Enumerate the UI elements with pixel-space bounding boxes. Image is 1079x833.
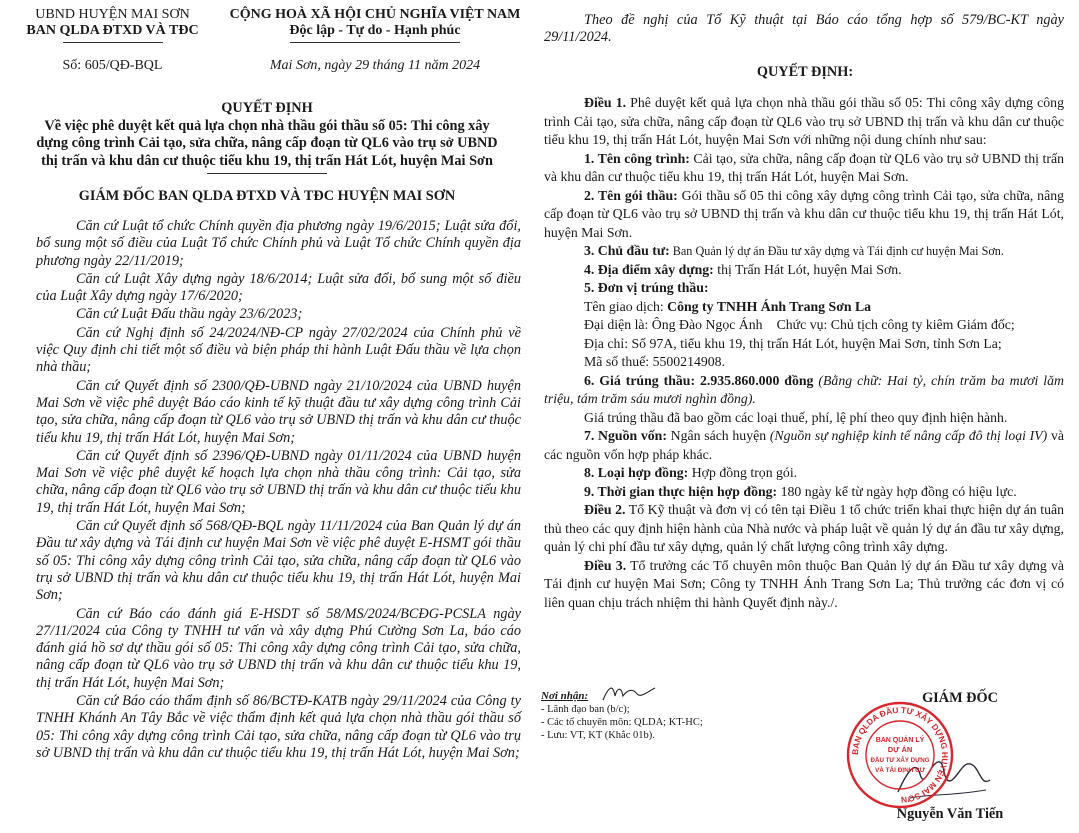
right-page [540, 0, 1070, 833]
legal-basis: Căn cứ Báo cáo đánh giá E-HSDT số 58/MS/2024/BCĐG-PCSLA ngày 27/11/2024 của Công ty TNHH tư vấn và xây dựng Phú Cường Sơn La, báo cáo đánh giá hồ sơ dự thầu gói số 05: Thi công xây dựng công trình Cải tạo, sửa chữa, nâng cấp đoạn từ QL6 vào trụ sở UBND thị trấn và khu dân cư thuộc tiểu khu 19, thị trấn Hát Lót, huyện Mai Sơn; [36, 605, 521, 691]
article-text: Tổ Kỹ thuật và đơn vị có tên tại Điều 1 tổ chức triển khai thực hiện dự án tuân thủ theo các quy định hiện hành của Nhà nước và pháp luật về quản lý dự án đầu tư xây dựng, quản lý chi phí đầu tư xây dựng, quản lý chất lượng công trình xây dựng. [544, 502, 1064, 554]
item-label: 5. Đơn vị trúng thầu: [584, 280, 709, 295]
legal-basis: Căn cứ Báo cáo thẩm định số 86/BCTĐ-KATB ngày 29/11/2024 của Công ty TNHH Khánh An Tây Bắc về việc thẩm định kết quả lựa chọn nhà thầu gói thầu số 05: Thi công xây dựng công trình Cải tạo, sửa chữa, nâng cấp đoạn từ QL6 vào trụ sở UBND thị trấn và khu dân cư thuộc tiểu khu 19, thị trấn Hát Lót, huyện Mai Sơn; [36, 693, 521, 761]
position: Chức vụ: Chủ tịch công ty kiêm Giám đốc; [776, 317, 1015, 332]
decision-heading: QUYẾT ĐỊNH: [756, 64, 854, 80]
item-label: 7. Nguồn vốn: [584, 428, 667, 443]
legal-basis: Căn cứ Quyết định số 2300/QĐ-UBND ngày 21/10/2024 của UBND huyện Mai Sơn về việc phê duyệt Báo cáo kinh tế kỹ thuật đầu tư xây dựng công trình Cải tạo, sửa chữa, nâng cấp đoạn từ QL6 vào trụ sở UBND thị trấn và khu dân cư thuộc tiểu khu 19, thị trấn Hát Lót, huyện Mai Sơn; [36, 377, 521, 446]
legal-basis: Căn cứ Luật Xây dựng ngày 18/6/2014; Luật sửa đổi, bổ sung một số điều của Luật Xây dựng ngày 17/6/2020; [36, 270, 521, 305]
divider [63, 42, 163, 43]
seal-center-line: BAN QUẢN LÝ [875, 737, 925, 744]
signer-title: GIÁM ĐỐC [922, 690, 998, 706]
item-contract-type [544, 464, 1064, 483]
item-label: 8. Loại hợp đồng: [584, 465, 689, 480]
national-motto [215, 7, 535, 43]
seal-outer-ring [848, 703, 952, 807]
item-location [544, 261, 1064, 280]
place-date: Mai Sơn, ngày 29 tháng 11 năm 2024 [269, 58, 481, 73]
divider [290, 42, 460, 43]
doc-subject-line: dựng công trình Cải tạo, sửa chữa, nâng cấp đoạn từ QL6 vào trụ sở UBND [36, 135, 498, 151]
item-label: 2. Tên gói thầu: [584, 187, 678, 203]
item-package-name [544, 187, 1064, 243]
bidder-address: Địa chỉ: Số 97A, tiểu khu 19, thị trấn Hát Lót, huyện Mai Sơn, tỉnh Sơn La; [584, 335, 1002, 351]
document-number: Số: 605/QĐ-BQL [62, 58, 163, 73]
doc-subject-line: Về việc phê duyệt kết quả lựa chọn nhà thầu gói thầu số 05: Thi công xây [44, 117, 490, 134]
recipient-item: - Lãnh đạo ban (b/c); [541, 704, 630, 715]
divider [207, 173, 327, 174]
price-in-words: (Bằng chữ: Hai tỷ, chín trăm ba mươi lăm triệu, tám trăm sáu mươi nghìn đồng). [544, 372, 1064, 406]
nation-name: CỘNG HOÀ XÃ HỘI CHỦ NGHĨA VIỆT NAM [229, 7, 521, 22]
article-1 [544, 94, 1064, 150]
recipients [541, 690, 781, 742]
item-winning-bidder [544, 279, 1064, 298]
item-text: Cải tạo, sửa chữa, nâng cấp đoạn từ QL6 vào trụ sở UBND thị trấn và khu dân cư thuộc tiểu khu 19, thị trấn Hát Lót, huyện Mai Sơn. [544, 150, 1064, 184]
item-contract-duration [544, 483, 1064, 502]
initials-scribble-icon [599, 682, 659, 704]
legal-basis: Căn cứ Quyết định số 568/QĐ-BQL ngày 11/11/2024 của Ban Quản lý dự án Đầu tư xây dựng và Tái định cư huyện Mai Sơn về việc phê duyệt E-HSMT gói thầu số 05: Thi công xây dựng công trình Cải tạo, sửa chữa, nâng cấp đoạn từ QL6 vào trụ sở UBND thị trấn và khu dân cư thuộc tiểu khu 19, thị trấn Hát Lót, huyện Mai Sơn; [36, 518, 521, 604]
item-label: 9. Thời gian thực hiện hợp đồng: [584, 483, 778, 499]
price-note: Giá trúng thầu đã bao gồm các loại thuế, phí, lệ phí theo quy định hiện hành. [584, 409, 1008, 425]
trade-name: Công ty TNHH Ánh Trang Sơn La [667, 298, 872, 314]
item-investor [544, 242, 1064, 261]
article-label: Điều 1. [584, 95, 627, 110]
article-text: Tổ trưởng các Tổ chuyên môn thuộc Ban Quản lý dự án Đầu tư xây dựng và Tái định cư huyện Mai Sơn; Công ty TNHH Ánh Trang Sơn La; Thủ trưởng các đơn vị có liên quan chịu trách nhiệm thi hành Quyết định này./. [544, 557, 1064, 610]
legal-basis: Căn cứ Nghị định số 24/2024/NĐ-CP ngày 27/02/2024 của Chính phủ về việc Quy định chi tiết một số điều và biện pháp thi hành Luật Đấu thầu về lựa chọn nhà thầu; [36, 324, 521, 376]
seal-outer-text: BAN QLDA ĐẦU TƯ XÂY DỰNG HUYỆN MAI SƠN [849, 704, 951, 806]
item-text: Gói thầu số 05 thi công xây dựng công trình Cải tạo, sửa chữa, nâng cấp đoạn từ QL6 vào trụ sở UBND thị trấn và khu dân cư thuộc tiểu khu 19, thị trấn Hát Lót, huyện Mai Sơn. [544, 187, 1065, 240]
issuing-agency [10, 7, 215, 43]
recipient-item: - Các tổ chuyên môn: QLDA; KT-HC; [541, 717, 703, 728]
item-label: 4. Địa điểm xây dựng: [584, 261, 714, 277]
bidder-representative [544, 316, 1064, 335]
proposal-basis: Theo đề nghị của Tổ Kỹ thuật tại Báo cáo tổng hợp số 579/BC-KT ngày 29/11/2024. [544, 12, 1064, 46]
legal-basis: Căn cứ Quyết định số 2396/QĐ-UBND ngày 01/11/2024 của UBND huyện Mai Sơn về việc phê duyệt kế hoạch lựa chọn nhà thầu công trình: Cải tạo, sửa chữa, nâng cấp đoạn từ QL6 vào trụ sở UBND thị trấn và khu dân cư thuộc tiểu khu 19, thị trấn Hát Lót, huyện Mai Sơn; [36, 447, 521, 516]
item-text: thị Trấn Hát Lót, huyện Mai Sơn. [713, 261, 902, 277]
recipients-label: Nơi nhận: [541, 690, 589, 702]
bidder-trade-name [544, 298, 1064, 317]
seal-center-line: VÀ TÁI ĐỊNH CƯ [874, 767, 926, 774]
item-text: và các nguồn vốn hợp pháp khác. [544, 428, 1064, 462]
agency-parent: UBND HUYỆN MAI SƠN [35, 7, 190, 22]
seal-inner-ring [866, 721, 934, 789]
item-label: 1. Tên công trình: [584, 150, 690, 166]
item-winning-price [544, 372, 1064, 409]
decision-body [544, 94, 1064, 612]
issuing-authority: GIÁM ĐỐC BAN QLDA ĐTXD VÀ TĐC HUYỆN MAI SƠN [78, 188, 456, 204]
article-text: Phê duyệt kết quả lựa chọn nhà thầu gói thầu số 05: Thi công xây dựng công trình Cải tạo, sửa chữa, nâng cấp đoạn từ QL6 vào trụ sở UBND thị trấn và khu dân cư thuộc tiểu khu 19, thị trấn Hát Lót, huyện Mai Sơn với những nội dung chính như sau: [544, 95, 1064, 147]
agency-name: BAN QLDA ĐTXD VÀ TĐC [26, 23, 199, 38]
item-funding-source [544, 427, 1064, 464]
item-text: (Nguồn sự nghiệp kinh tế nâng cấp đô thị loại IV) [766, 428, 1048, 443]
item-label: 6. Giá trúng thầu: 2.935.860.000 đồng [584, 372, 814, 388]
left-page [0, 0, 534, 833]
legal-basis: Căn cứ Luật tổ chức Chính quyền địa phương ngày 19/6/2015; Luật sửa đổi, bổ sung một số điều của Luật Tổ chức Chính phủ và Luật Tổ chức Chính quyền địa phương ngày 22/11/2019; [36, 218, 521, 269]
item-text: 180 ngày kể từ ngày hợp đồng có hiệu lực. [777, 483, 1017, 499]
representative: Đại diện là: Ông Đào Ngọc Ánh [584, 317, 763, 332]
seal-center-line: ĐẦU TƯ XÂY DỰNG [870, 757, 930, 764]
nation-motto: Độc lập - Tự do - Hạnh phúc [289, 23, 461, 38]
doc-subject-line: thị trấn và khu dân cư thuộc tiểu khu 19, thị trấn Hát Lót, huyện Mai Sơn [41, 152, 493, 169]
article-2 [544, 501, 1064, 557]
item-text: Ngân sách huyện [666, 428, 767, 443]
bidder-tax-code: Mã số thuế: 5500214908. [584, 354, 726, 369]
article-label: Điều 2. [584, 502, 626, 517]
doc-type: QUYẾT ĐỊNH [221, 100, 313, 116]
trade-name-label: Tên giao dịch: [584, 298, 668, 314]
article-3 [544, 557, 1064, 613]
item-text: Ban Quản lý dự án Đầu tư xây dựng và Tái định cư huyện Mai Sơn. [669, 244, 1004, 258]
item-project-name [544, 150, 1064, 187]
legal-bases [36, 218, 521, 762]
official-seal-icon [845, 700, 955, 810]
article-label: Điều 3. [584, 557, 627, 573]
seal-center-line: DỰ ÁN [887, 745, 913, 754]
legal-basis: Căn cứ Luật Đấu thầu ngày 23/6/2023; [76, 306, 303, 323]
item-label: 3. Chủ đầu tư: [584, 243, 670, 258]
item-text: Hợp đồng trọn gói. [688, 465, 798, 480]
recipient-item: - Lưu: VT, KT (Khắc 01b). [541, 730, 655, 741]
signer-name: Nguyễn Văn Tiến [896, 806, 1004, 822]
document-title [0, 100, 534, 174]
